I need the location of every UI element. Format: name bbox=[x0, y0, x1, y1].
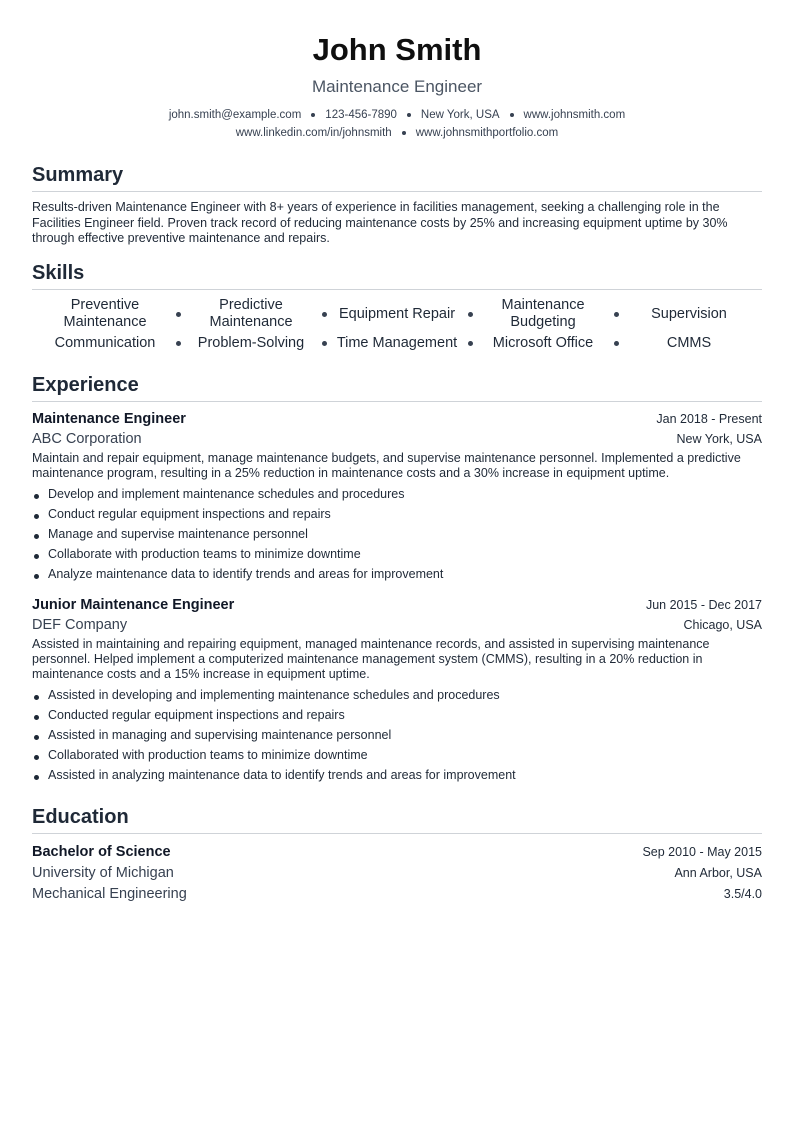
list-item bbox=[32, 685, 762, 705]
skill-label: Microsoft Office bbox=[492, 335, 594, 351]
skill-label: Time Management bbox=[336, 335, 458, 351]
section-divider bbox=[32, 401, 762, 402]
list-item bbox=[32, 524, 762, 544]
skill-label: Problem-Solving bbox=[197, 335, 305, 351]
skills-grid bbox=[32, 297, 762, 352]
candidate-name: John Smith bbox=[312, 32, 482, 67]
skill-item bbox=[178, 297, 324, 331]
contact-portfolio[interactable]: www.johnsmithportfolio.com bbox=[415, 127, 559, 139]
job-description: Maintain and repair equipment, manage maintenance budgets, and supervise maintenance personnel. Implemented a predictive maintenance program, resulting in a 25% reduction in maintenance costs and a 30% increase in equipment uptime. bbox=[32, 451, 741, 480]
job-bullet-list bbox=[32, 484, 762, 584]
bullet-text: Conduct regular equipment inspections and repairs bbox=[48, 507, 331, 521]
skill-item bbox=[616, 335, 762, 352]
education-location: Ann Arbor, USA bbox=[674, 866, 762, 880]
list-item bbox=[32, 745, 762, 765]
bullet-dot bbox=[34, 494, 39, 499]
skill-item bbox=[324, 297, 470, 331]
skill-item bbox=[324, 335, 470, 352]
bullet-dot bbox=[34, 514, 39, 519]
job-dates: Jun 2015 - Dec 2017 bbox=[645, 598, 762, 612]
bullet-dot bbox=[34, 715, 39, 720]
job-title: Maintenance Engineer bbox=[32, 411, 186, 427]
contact-row-2 bbox=[0, 124, 794, 142]
section-divider bbox=[32, 833, 762, 834]
contact-location: New York, USA bbox=[420, 109, 500, 121]
section-divider bbox=[32, 289, 762, 290]
summary-heading: Summary bbox=[32, 164, 124, 186]
skill-item bbox=[178, 335, 324, 352]
skill-label: Predictive Maintenance bbox=[209, 297, 293, 330]
education-dates: Sep 2010 - May 2015 bbox=[642, 845, 762, 859]
list-item bbox=[32, 504, 762, 524]
contact-linkedin[interactable]: www.linkedin.com/in/johnsmith bbox=[235, 127, 392, 139]
experience-section bbox=[32, 373, 762, 785]
bullet-text: Assisted in managing and supervising maintenance personnel bbox=[48, 728, 392, 742]
job-description: Assisted in maintaining and repairing equipment, managed maintenance records, and assisted in supervising maintenance personnel. Helped implement a computerized maintenance management system (CMMS), resulting in a 20% reduction in maintenance costs and a 15% increase in equipment uptime. bbox=[32, 637, 710, 681]
education-major-row bbox=[32, 884, 762, 905]
list-item bbox=[32, 544, 762, 564]
contact-row-1 bbox=[0, 106, 794, 124]
skills-heading: Skills bbox=[32, 262, 85, 284]
skill-label: Maintenance Budgeting bbox=[501, 297, 585, 330]
bullet-text: Collaborated with production teams to minimize downtime bbox=[48, 748, 368, 762]
bullet-text: Assisted in analyzing maintenance data to identify trends and areas for improvement bbox=[48, 768, 516, 782]
education-heading: Education bbox=[32, 806, 129, 828]
job-entry bbox=[32, 410, 762, 584]
education-degree: Bachelor of Science bbox=[32, 844, 171, 860]
job-entry bbox=[32, 596, 762, 785]
education-gpa: 3.5/4.0 bbox=[723, 887, 762, 901]
resume-header bbox=[0, 0, 794, 142]
job-dates: Jan 2018 - Present bbox=[656, 412, 762, 426]
education-section bbox=[32, 805, 762, 905]
contact-email[interactable]: john.smith@example.com bbox=[168, 109, 302, 121]
skill-label: Communication bbox=[54, 335, 156, 351]
skill-item bbox=[32, 297, 178, 331]
contact-info bbox=[0, 106, 794, 142]
job-company-row bbox=[32, 615, 762, 636]
separator-dot bbox=[402, 131, 406, 135]
bullet-text: Assisted in developing and implementing maintenance schedules and procedures bbox=[48, 688, 500, 702]
separator-dot bbox=[407, 113, 411, 117]
bullet-text: Develop and implement maintenance schedules and procedures bbox=[48, 487, 405, 501]
candidate-title: Maintenance Engineer bbox=[311, 77, 483, 96]
bullet-dot bbox=[34, 695, 39, 700]
separator-dot bbox=[510, 113, 514, 117]
education-degree-row bbox=[32, 842, 762, 863]
skills-section bbox=[32, 261, 762, 352]
skill-item bbox=[32, 335, 178, 352]
skill-item bbox=[470, 297, 616, 331]
education-major: Mechanical Engineering bbox=[32, 886, 187, 902]
list-item bbox=[32, 765, 762, 785]
skill-label: Preventive Maintenance bbox=[63, 297, 147, 330]
bullet-dot bbox=[34, 534, 39, 539]
skill-item bbox=[616, 297, 762, 331]
job-location: New York, USA bbox=[676, 432, 762, 446]
experience-heading: Experience bbox=[32, 374, 139, 396]
section-divider bbox=[32, 191, 762, 192]
job-company: DEF Company bbox=[32, 617, 128, 633]
summary-section bbox=[32, 163, 762, 247]
bullet-text: Analyze maintenance data to identify trends and areas for improvement bbox=[48, 567, 444, 581]
bullet-dot bbox=[34, 554, 39, 559]
skill-label: CMMS bbox=[666, 335, 712, 351]
bullet-dot bbox=[34, 755, 39, 760]
job-bullet-list bbox=[32, 685, 762, 785]
bullet-dot bbox=[34, 574, 39, 579]
separator-dot bbox=[311, 113, 315, 117]
bullet-text: Collaborate with production teams to minimize downtime bbox=[48, 547, 361, 561]
education-school-row bbox=[32, 863, 762, 884]
contact-phone[interactable]: 123-456-7890 bbox=[325, 109, 397, 121]
education-school: University of Michigan bbox=[32, 865, 174, 881]
bullet-dot bbox=[34, 735, 39, 740]
list-item bbox=[32, 705, 762, 725]
bullet-text: Conducted regular equipment inspections and repairs bbox=[48, 708, 345, 722]
job-header-row bbox=[32, 596, 762, 615]
list-item bbox=[32, 484, 762, 504]
list-item bbox=[32, 725, 762, 745]
skill-label: Supervision bbox=[651, 305, 727, 322]
education-entry bbox=[32, 842, 762, 905]
contact-website[interactable]: www.johnsmith.com bbox=[523, 109, 626, 121]
bullet-dot bbox=[34, 775, 39, 780]
job-header-row bbox=[32, 410, 762, 429]
summary-text: Results-driven Maintenance Engineer with 8+ years of experience in facilities management, seeking a challenging role in the Facilities Engineer field. Proven track record of reducing maintenance costs by 25% and increasing equipment uptime by 30% through effective preventive maintenance and repairs. bbox=[32, 200, 728, 245]
skill-item bbox=[470, 335, 616, 352]
job-location: Chicago, USA bbox=[683, 618, 762, 632]
job-company: ABC Corporation bbox=[32, 431, 142, 447]
skill-label: Equipment Repair bbox=[338, 305, 456, 322]
bullet-text: Manage and supervise maintenance personnel bbox=[48, 527, 308, 541]
job-company-row bbox=[32, 429, 762, 450]
list-item bbox=[32, 564, 762, 584]
job-title: Junior Maintenance Engineer bbox=[32, 597, 235, 613]
